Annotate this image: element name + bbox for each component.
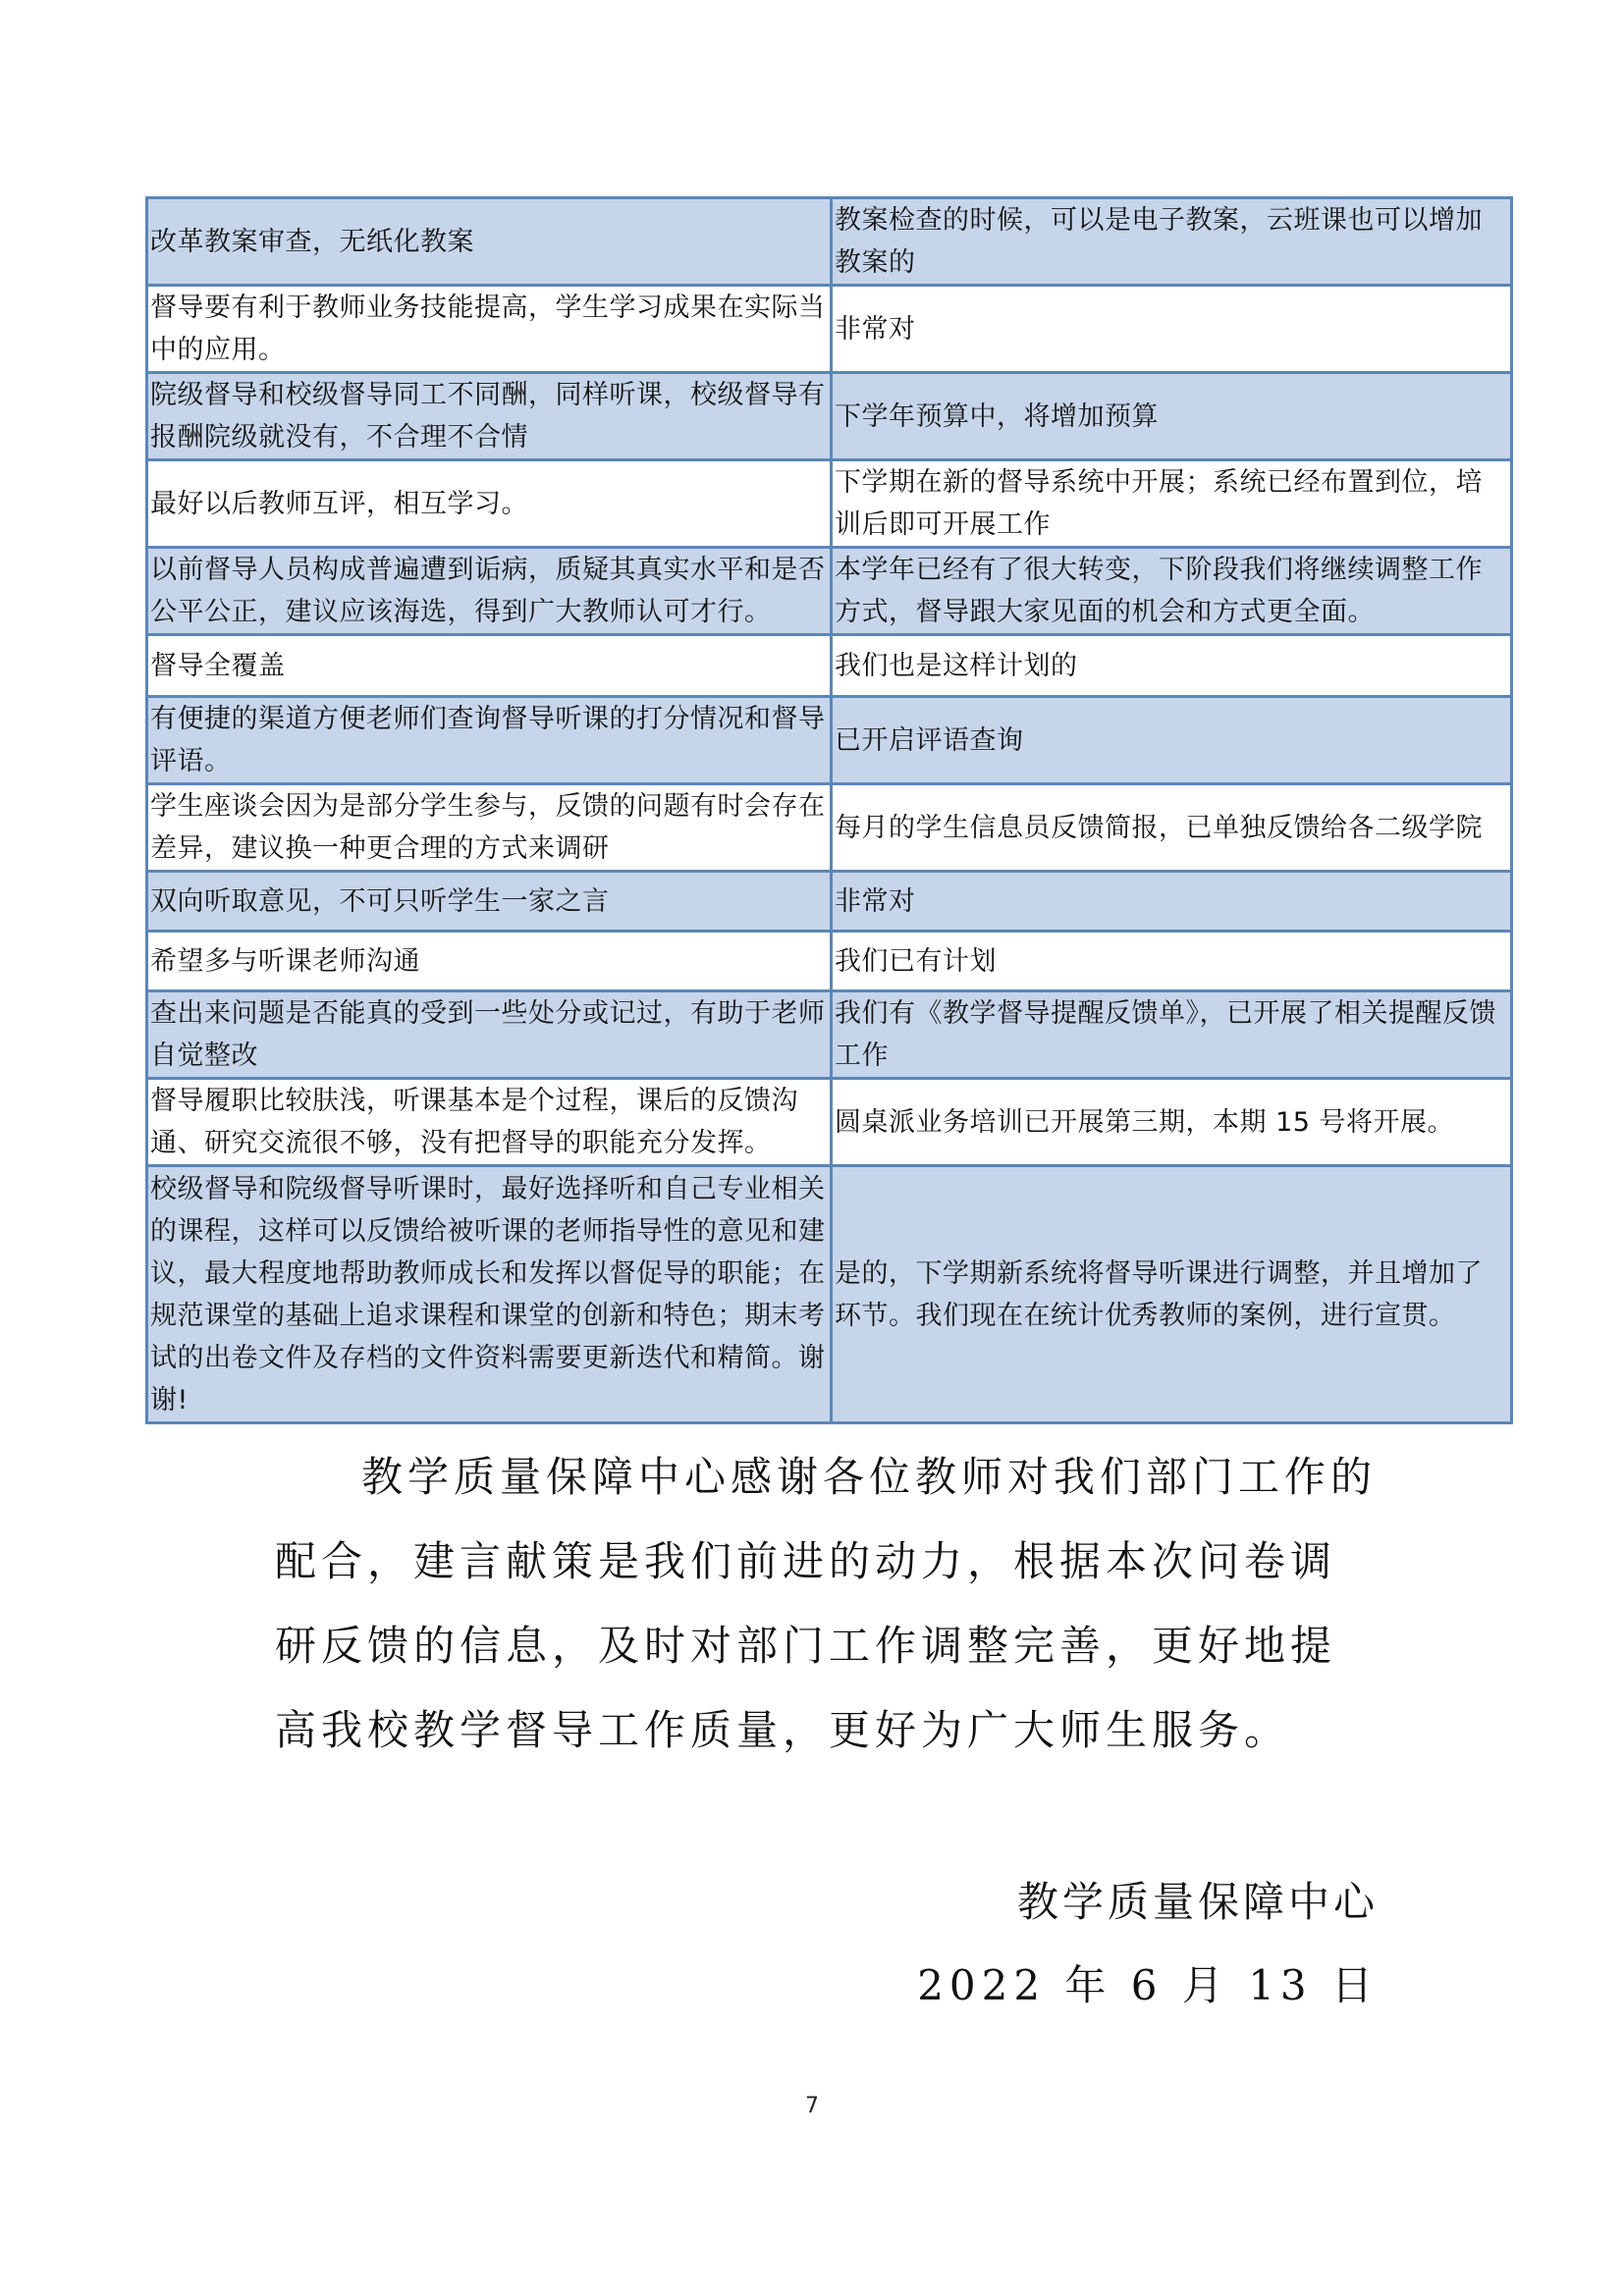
table-row: [147, 635, 1512, 697]
response-cell: 每月的学生信息员反馈简报，已单独反馈给各二级学院: [832, 784, 1512, 872]
response-cell: 教案检查的时候，可以是电子教案，云班课也可以增加教案的: [832, 198, 1512, 286]
suggestion-cell: 改革教案审查，无纸化教案: [147, 198, 832, 286]
table-row: [147, 697, 1512, 784]
response-cell: 非常对: [832, 872, 1512, 932]
response-cell: 已开启评语查询: [832, 697, 1512, 784]
suggestion-cell: 查出来问题是否能真的受到一些处分或记过，有助于老师自觉整改: [147, 991, 832, 1079]
table-row: [147, 373, 1512, 460]
signature-organization: 教学质量保障中心: [1016, 1878, 1379, 1926]
table-row: [147, 932, 1512, 991]
response-cell: 我们已有计划: [832, 932, 1512, 991]
page-number: 7: [805, 2094, 819, 2118]
table-row: [147, 1079, 1512, 1166]
table-row: [147, 1166, 1512, 1423]
response-cell: 我们也是这样计划的: [832, 635, 1512, 697]
response-cell: 是的，下学期新系统将督导听课进行调整，并且增加了环节。我们现在在统计优秀教师的案例，进行宣贯。: [832, 1166, 1512, 1423]
response-cell: 下学年预算中，将增加预算: [832, 373, 1512, 460]
feedback-table: [145, 196, 1513, 1424]
suggestion-cell: 希望多与听课老师沟通: [147, 932, 832, 991]
closing-paragraph: 教学质量保障中心感谢各位教师对我们部门工作的配合，建言献策是我们前进的动力，根据本次问卷调研反馈的信息，及时对部门工作调整完善，更好地提高我校教学督导工作质量，更好为广大师生服务。: [275, 1453, 1378, 1754]
table-row: [147, 548, 1512, 635]
suggestion-cell: 以前督导人员构成普遍遭到诟病，质疑其真实水平和是否公平公正，建议应该海选，得到广大教师认可才行。: [147, 548, 832, 635]
response-cell: 下学期在新的督导系统中开展；系统已经布置到位，培训后即可开展工作: [832, 460, 1512, 548]
table-row: [147, 784, 1512, 872]
suggestion-cell: 双向听取意见，不可只听学生一家之言: [147, 872, 832, 932]
table-row: [147, 286, 1512, 373]
suggestion-cell: 院级督导和校级督导同工不同酬，同样听课，校级督导有报酬院级就没有，不合理不合情: [147, 373, 832, 460]
table-row: [147, 198, 1512, 286]
suggestion-cell: 最好以后教师互评，相互学习。: [147, 460, 832, 548]
suggestion-cell: 督导要有利于教师业务技能提高，学生学习成果在实际当中的应用。: [147, 286, 832, 373]
response-cell: 我们有《教学督导提醒反馈单》，已开展了相关提醒反馈工作: [832, 991, 1512, 1079]
suggestion-cell: 校级督导和院级督导听课时，最好选择听和自己专业相关的课程，这样可以反馈给被听课的老师指导性的意见和建议，最大程度地帮助教师成长和发挥以督促导的职能；在规范课堂的基础上追求课程和课堂的创新和特色；期末考试的出卷文件及存档的文件资料需要更新迭代和精简。谢谢!: [147, 1166, 832, 1423]
table-row: [147, 991, 1512, 1079]
table-row: [147, 872, 1512, 932]
suggestion-cell: 有便捷的渠道方便老师们查询督导听课的打分情况和督导评语。: [147, 697, 832, 784]
signature-date: 2022 年 6 月 13 日: [917, 1961, 1379, 2009]
suggestion-cell: 督导全覆盖: [147, 635, 832, 697]
response-cell: 本学年已经有了很大转变，下阶段我们将继续调整工作方式，督导跟大家见面的机会和方式更全面。: [832, 548, 1512, 635]
suggestion-cell: 学生座谈会因为是部分学生参与，反馈的问题有时会存在差异，建议换一种更合理的方式来调研: [147, 784, 832, 872]
response-cell: 圆桌派业务培训已开展第三期，本期 15 号将开展。: [832, 1079, 1512, 1166]
table-row: [147, 460, 1512, 548]
response-cell: 非常对: [832, 286, 1512, 373]
suggestion-cell: 督导履职比较肤浅，听课基本是个过程，课后的反馈沟通、研究交流很不够，没有把督导的职能充分发挥。: [147, 1079, 832, 1166]
feedback-table-body: [147, 198, 1512, 1423]
